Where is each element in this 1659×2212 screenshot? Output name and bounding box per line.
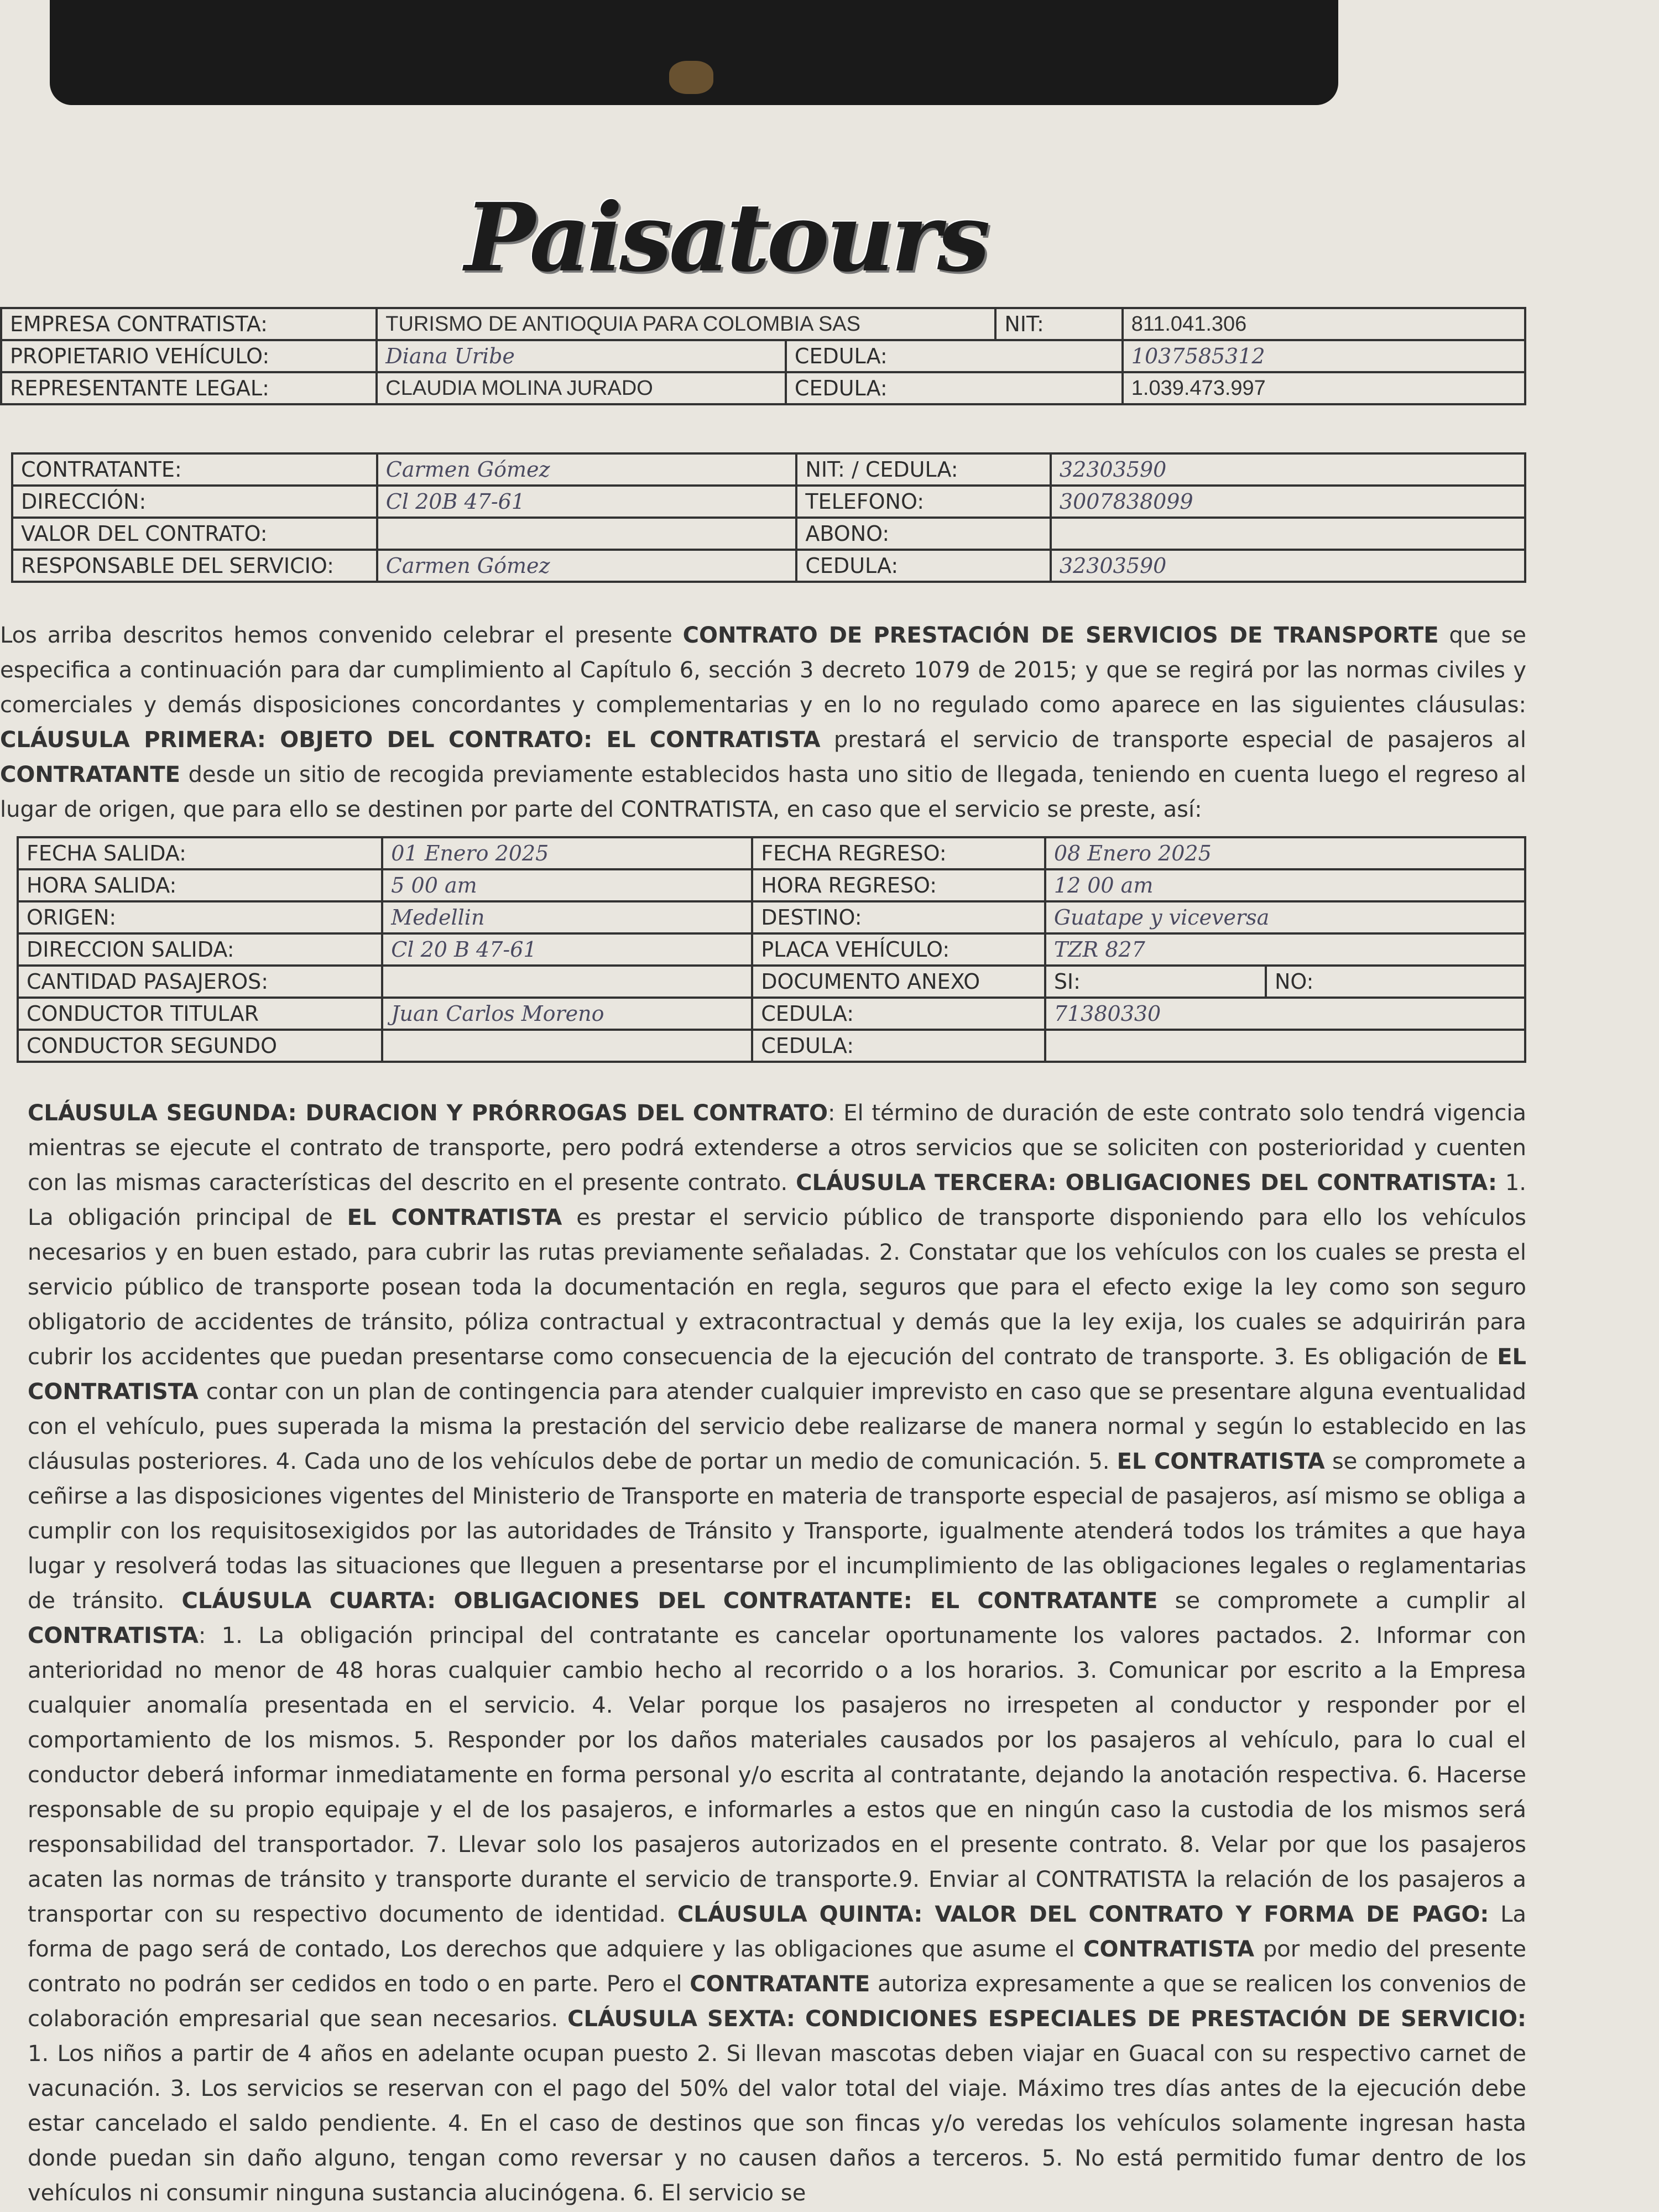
no-label: NO: [1266,966,1525,998]
table-row [1,308,1525,340]
clause-5-bold-2: CONTRATANTE [690,1971,870,1997]
clause-3-bold-3: EL CONTRATISTA [1117,1449,1325,1474]
clipboard-clip [50,0,1338,105]
clause-2-text: : El término de duración de este contrato solo tendrá vigencia mientras se ejecute el contrato de transporte, pero podrá extenderse a otros servicios que se soliciten con posterioridad y cuenten con las mismas características del descrito en el presente contrato. [28,1100,1527,1196]
clause-3-bold-1: EL CONTRATISTA [347,1205,562,1230]
contratista-value: TURISMO DE ANTIOQUIA PARA COLOMBIA SAS [377,308,995,340]
logo-text: Paisatours [465,182,987,293]
clause-5-text-b: por medio del presente contrato no podrán ser cedidos en todo o en parte. Pero el [28,1937,1526,1997]
conductor2-label: CONDUCTOR SEGUNDO [18,1030,382,1062]
nit-value: 811.041.306 [1123,308,1525,340]
conductor-value: Juan Carlos Moreno [382,998,752,1030]
hora-salida-label: HORA SALIDA: [18,869,382,901]
clause-3-text-a: 1. La obligación principal de [28,1170,1527,1230]
clauses-body [28,1096,1526,2211]
clause-1-title: CLÁUSULA PRIMERA: OBJETO DEL CONTRATO: EL CONTRATISTA [0,727,821,753]
direccion-label: DIRECCIÓN: [12,486,377,518]
anexo-label: DOCUMENTO ANEXO [752,966,1045,998]
responsable-value: Carmen Gómez [377,550,797,582]
si-label: SI: [1045,966,1266,998]
clause-2-title: CLÁUSULA SEGUNDA: DURACION Y PRÓRROGAS DEL CONTRATO [28,1100,828,1126]
clause-5-bold-1: CONTRATISTA [1083,1937,1255,1962]
table-row [12,518,1525,550]
table-row [12,550,1525,582]
cedula-label: CEDULA: [752,998,1045,1030]
destino-label: DESTINO: [752,901,1045,933]
clause-6-title: CLÁUSULA SEXTA: CONDICIONES ESPECIALES DE PRESTACIÓN DE SERVICIO: [567,2006,1526,2032]
valor-value [377,518,797,550]
intro-text-2: que se especifica a continuación para dar cumplimiento al Capítulo 6, sección 3 decreto 1079 de 2015; y que se regirá por las normas civiles y comerciales y demás disposiciones concordantes y complementarias y en lo no regulado como aparece en las siguientes cláusulas: [0,623,1527,718]
clause-4-text-b: : 1. La obligación principal del contratante es cancelar oportunamente los valores pactados. 2. Informar con anterioridad no menor de 48 horas cualquier cambio hecho al recorrido o a los horarios. 3. Comunicar por escrito a la Empresa cualquier anomalía presentada en el servicio. 4. Velar porque los pasajeros no irrespeten al conductor y responder por el comportamiento de los mismos. 5. Responder por los daños materiales causados por los pasajeros al vehículo, para lo cual el conductor deberá informar inmediatamente en forma personal y/o escrita al contratante, dejando la anotación respectiva. 6. Hacerse responsable de su propio equipaje y el de los pasajeros, e informarles a estos que en ningún caso la custodia de los mismos será responsabilidad del transportador. 7. Llevar solo los pasajeros autorizados en el presente contrato. 8. Velar por que los pasajeros acaten las normas de tránsito y transporte durante el servicio de transporte.9. Enviar al CONTRATISTA la relación de los pasajeros a transportar con su respectivo documento de identidad. [28,1623,1526,1927]
propietario-label: PROPIETARIO VEHÍCULO: [1,340,377,372]
clause-1-text-a: prestará el servicio de transporte especial de pasajeros al [833,727,1526,753]
contratante-label: CONTRATANTE: [12,453,377,486]
conductor2-value [382,1030,752,1062]
placa-value: TZR 827 [1045,933,1525,966]
propietario-cedula: 1037585312 [1123,340,1525,372]
fecha-regreso-label: FECHA REGRESO: [752,837,1045,869]
representante-cedula: 1.039.473.997 [1123,372,1525,404]
clause-5-text-c: autoriza expresamente a que se realicen los convenios de colaboración empresarial que sean necesarios. [28,1971,1527,2032]
nit-cedula-value: 32303590 [1051,453,1525,486]
clause-1-bold-2: CONTRATANTE [0,762,180,787]
propietario-value: Diana Uribe [377,340,786,372]
responsable-label: RESPONSABLE DEL SERVICIO: [12,550,377,582]
intro-paragraph [0,618,1526,827]
direccion-salida-value: Cl 20 B 47-61 [382,933,752,966]
abono-value [1051,518,1525,550]
table-row [1,372,1525,404]
fecha-salida-value: 01 Enero 2025 [382,837,752,869]
client-table [11,452,1526,583]
clause-6-text: 1. Los niños a partir de 4 años en adelante ocupan puesto 2. Si llevan mascotas deben viajar en Guacal con su respectivo carnet de vacunación. 3. Los servicios se reservan con el pago del 50% del valor total del viaje. Máximo tres días antes de la ejecución debe estar cancelado el saldo pendiente. 4. En el caso de destinos que son fincas y/o veredas los vehículos solamente ingresan hasta donde puedan sin daño alguno, tengan como reversar y no causen daños a terceros. 5. No está permitido fumar dentro de los vehículos ni consumir ninguna sustancia alucinógena. 6. El servicio se [28,2041,1526,2206]
hora-salida-value: 5 00 am [382,869,752,901]
nit-cedula-label: NIT: / CEDULA: [796,453,1051,486]
origen-label: ORIGEN: [18,901,382,933]
table-row [18,837,1525,869]
fecha-regreso-value: 08 Enero 2025 [1045,837,1525,869]
cedula-value: 32303590 [1051,550,1525,582]
cantidad-value [382,966,752,998]
cedula-label: CEDULA: [796,550,1051,582]
company-logo [465,182,995,310]
table-row [18,966,1525,998]
hora-regreso-value: 12 00 am [1045,869,1525,901]
table-row [1,340,1525,372]
fecha-salida-label: FECHA SALIDA: [18,837,382,869]
telefono-value: 3007838099 [1051,486,1525,518]
origen-value: Medellin [382,901,752,933]
valor-label: VALOR DEL CONTRATO: [12,518,377,550]
placa-label: PLACA VEHÍCULO: [752,933,1045,966]
table-row [18,1030,1525,1062]
clause-3-text-c: contar con un plan de contingencia para atender cualquier imprevisto en caso que se presentare alguna eventualidad con el vehículo, pues superada la misma la prestación del servicio debe realizarse de manera normal y según lo establecido en las cláusulas posteriores. 4. Cada uno de los vehículos debe de portar un medio de comunicación. 5. [28,1379,1526,1474]
table-row [18,998,1525,1030]
intro-text-1: Los arriba descritos hemos convenido celebrar el presente [0,623,672,648]
representante-value: CLAUDIA MOLINA JURADO [377,372,786,404]
trip-table [17,836,1526,1063]
clause-3-title: CLÁUSULA TERCERA: OBLIGACIONES DEL CONTRATISTA: [796,1170,1497,1196]
table-row [12,486,1525,518]
table-row [18,933,1525,966]
clause-1-text-b: desde un sitio de recogida previamente establecidos hasta uno sitio de llegada, teniendo en cuenta luego el regreso al lugar de origen, que para ello se destinen por parte del CONTRATISTA, en caso que el servicio se preste, así: [0,762,1526,822]
table-row [12,453,1525,486]
nit-label: NIT: [995,308,1122,340]
conductor-cedula: 71380330 [1045,998,1525,1030]
clause-4-title: CLÁUSULA CUARTA: OBLIGACIONES DEL CONTRATANTE: EL CONTRATANTE [181,1588,1158,1614]
clause-3-bold-2: EL CONTRATISTA [28,1344,1527,1405]
rust-spot [669,61,713,94]
destino-value: Guatape y viceversa [1045,901,1525,933]
telefono-label: TELEFONO: [796,486,1051,518]
intro-bold-1: CONTRATO DE PRESTACIÓN DE SERVICIOS DE TRANSPORTE [682,623,1439,648]
contratante-value: Carmen Gómez [377,453,797,486]
clause-4-text-a: se compromete a cumplir al [1175,1588,1527,1614]
representante-label: REPRESENTANTE LEGAL: [1,372,377,404]
clause-4-bold-1: CONTRATISTA [28,1623,199,1648]
clause-3-text-b: es prestar el servicio público de transporte disponiendo para ello los vehículos necesarios y en buen estado, para cubrir las rutas previamente señaladas. 2. Constatar que los vehículos con los cuales se presta el servicio público de transporte posean toda la documentación en regla, seguros que para el efecto exige la ley como son seguro obligatorio de accidentes de tránsito, póliza contractual y extracontractual y demás que la ley exija, los cuales se adquirirán para cubrir los accidentes que puedan presentarse como consecuencia de la ejecución del contrato de transporte. 3. Es obligación de [28,1205,1526,1370]
cedula-label: CEDULA: [786,340,1123,372]
abono-label: ABONO: [796,518,1051,550]
conductor-label: CONDUCTOR TITULAR [18,998,382,1030]
table-row [18,901,1525,933]
table-row [18,869,1525,901]
cedula-label: CEDULA: [752,1030,1045,1062]
cantidad-label: CANTIDAD PASAJEROS: [18,966,382,998]
clause-5-text-a: La forma de pago será de contado, Los derechos que adquiere y las obligaciones que asume el [28,1902,1526,1962]
conductor2-cedula [1045,1030,1525,1062]
hora-regreso-label: HORA REGRESO: [752,869,1045,901]
contratista-label: EMPRESA CONTRATISTA: [1,308,377,340]
direccion-value: Cl 20B 47-61 [377,486,797,518]
direccion-salida-label: DIRECCION SALIDA: [18,933,382,966]
clause-3-text-d: se compromete a ceñirse a las disposiciones vigentes del Ministerio de Transporte en materia de transporte especial de pasajeros, así mismo se obliga a cumplir con los requisitosexigidos por las autoridades de Tránsito y Transporte, igualmente atenderá todos los trámites a que haya lugar y resolverá todas las situaciones que lleguen a presentarse por el incumplimiento de las obligaciones legales o reglamentarias de tránsito. [28,1449,1527,1614]
cedula-label: CEDULA: [786,372,1123,404]
company-table [0,307,1526,405]
clause-5-title: CLÁUSULA QUINTA: VALOR DEL CONTRATO Y FORMA DE PAGO: [677,1902,1489,1927]
